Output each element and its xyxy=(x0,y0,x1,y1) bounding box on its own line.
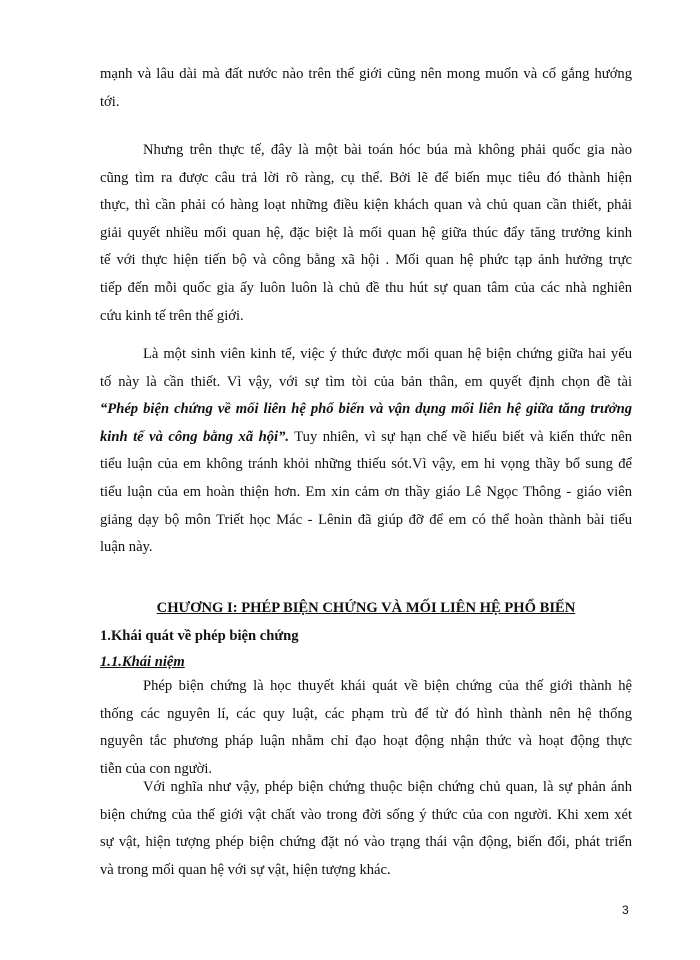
text-line: tiểu luận của em hoàn thiện hơn. Em xin cảm ơn thầy giáo Lê Ngọc Thông - giáo viên xyxy=(100,483,632,500)
text-line: cũng tìm ra được câu trả lời rõ ràng, cụ thể. Bởi lẽ để biến mục tiêu đó thành hiện xyxy=(100,169,632,186)
subsection-heading: 1.1.Khái niệm xyxy=(100,654,185,670)
text-line: thống các nguyên lí, các quy luật, các phạm trù để từ đó hình thành nên hệ thống xyxy=(100,705,632,722)
text-line: Là một sinh viên kinh tế, việc ý thức được mối quan hệ biện chứng giữa hai yếu xyxy=(143,346,632,362)
text-line: sự vật, hiện tượng phép biện chứng đặt nó vào trạng thái vận động, biến đổi, phát triển xyxy=(100,834,632,851)
chapter-heading: CHƯƠNG I: PHÉP BIỆN CHỨNG VÀ MỐI LIÊN HỆ PHỔ BIẾN xyxy=(156,600,576,616)
paragraph-intro-end xyxy=(100,61,632,116)
paragraph-reality xyxy=(100,137,632,330)
text-line: tới. xyxy=(100,93,120,110)
text-line: tế với thực hiện tiến bộ và công bằng xã hội . Mối quan hệ phức tạp ảnh hưởng trực xyxy=(100,252,632,269)
text-line: tiểu luận của em không tránh khỏi những thiếu sót.Vì vậy, em hi vọng thầy bổ sung để xyxy=(100,456,632,473)
text-line: giảng dạy bộ môn Triết học Mác - Lênin đã giúp đỡ để em có thể hoàn thành bài tiểu xyxy=(100,511,632,528)
paragraph-topic xyxy=(100,341,632,562)
text-span: Tuy nhiên, vì sự hạn chế về hiểu biết và kiến thức nên xyxy=(289,428,632,445)
text-line: biện chứng của thế giới vật chất vào trong đời sống ý thức của con người. Khi xem xét xyxy=(100,806,632,823)
text-line: Phép biện chứng là học thuyết khái quát về biện chứng của thế giới thành hệ xyxy=(143,678,632,694)
topic-title-line: “Phép biện chứng về mối liên hệ phổ biến và vận dụng mối liên hệ giữa tăng trưởng xyxy=(100,401,632,418)
paragraph-definition xyxy=(100,673,632,783)
text-line: mạnh và lâu dài mà đất nước nào trên thế giới cũng nên mong muốn và cố gắng hướng xyxy=(100,66,632,82)
text-line: Nhưng trên thực tế, đây là một bài toán hóc búa mà không phải quốc gia nào xyxy=(143,142,632,158)
text-line: và trong mối quan hệ với sự vật, hiện tượng khác. xyxy=(100,861,391,878)
text-line: thực, thì cần phải có hàng loạt những điều kiện khách quan và chủ quan cần thiết, phải xyxy=(100,197,632,214)
text-line: tiễn của con người. xyxy=(100,760,213,777)
text-line: tiếp đến mỗi quốc gia ấy luôn luôn là chủ đề thu hút sự quan tâm của các nhà nghiên xyxy=(100,279,632,296)
text-line xyxy=(100,424,632,452)
paragraph-meaning xyxy=(100,774,632,884)
text-line: tố này là cần thiết. Vì vậy, với sự tìm tòi của bản thân, em quyết định chọn đề tài xyxy=(100,373,632,390)
text-line: giải quyết nhiều mối quan hệ, đặc biệt là mối quan hệ giữa thúc đẩy tăng trưởng kinh xyxy=(100,224,632,241)
page-number: 3 xyxy=(622,903,629,917)
text-line: Với nghĩa như vậy, phép biện chứng thuộc biện chứng chủ quan, là sự phản ánh xyxy=(143,779,632,795)
text-line: nguyên tắc phương pháp luận nhằm chỉ đạo hoạt động nhận thức và hoạt động thực xyxy=(100,733,632,750)
topic-title-end: kinh tế và công bằng xã hội”. xyxy=(100,428,290,445)
text-line: cứu kinh tế trên thế giới. xyxy=(100,307,244,324)
section-heading: 1.Khái quát về phép biện chứng xyxy=(100,628,299,644)
text-line: luận này. xyxy=(100,539,153,556)
